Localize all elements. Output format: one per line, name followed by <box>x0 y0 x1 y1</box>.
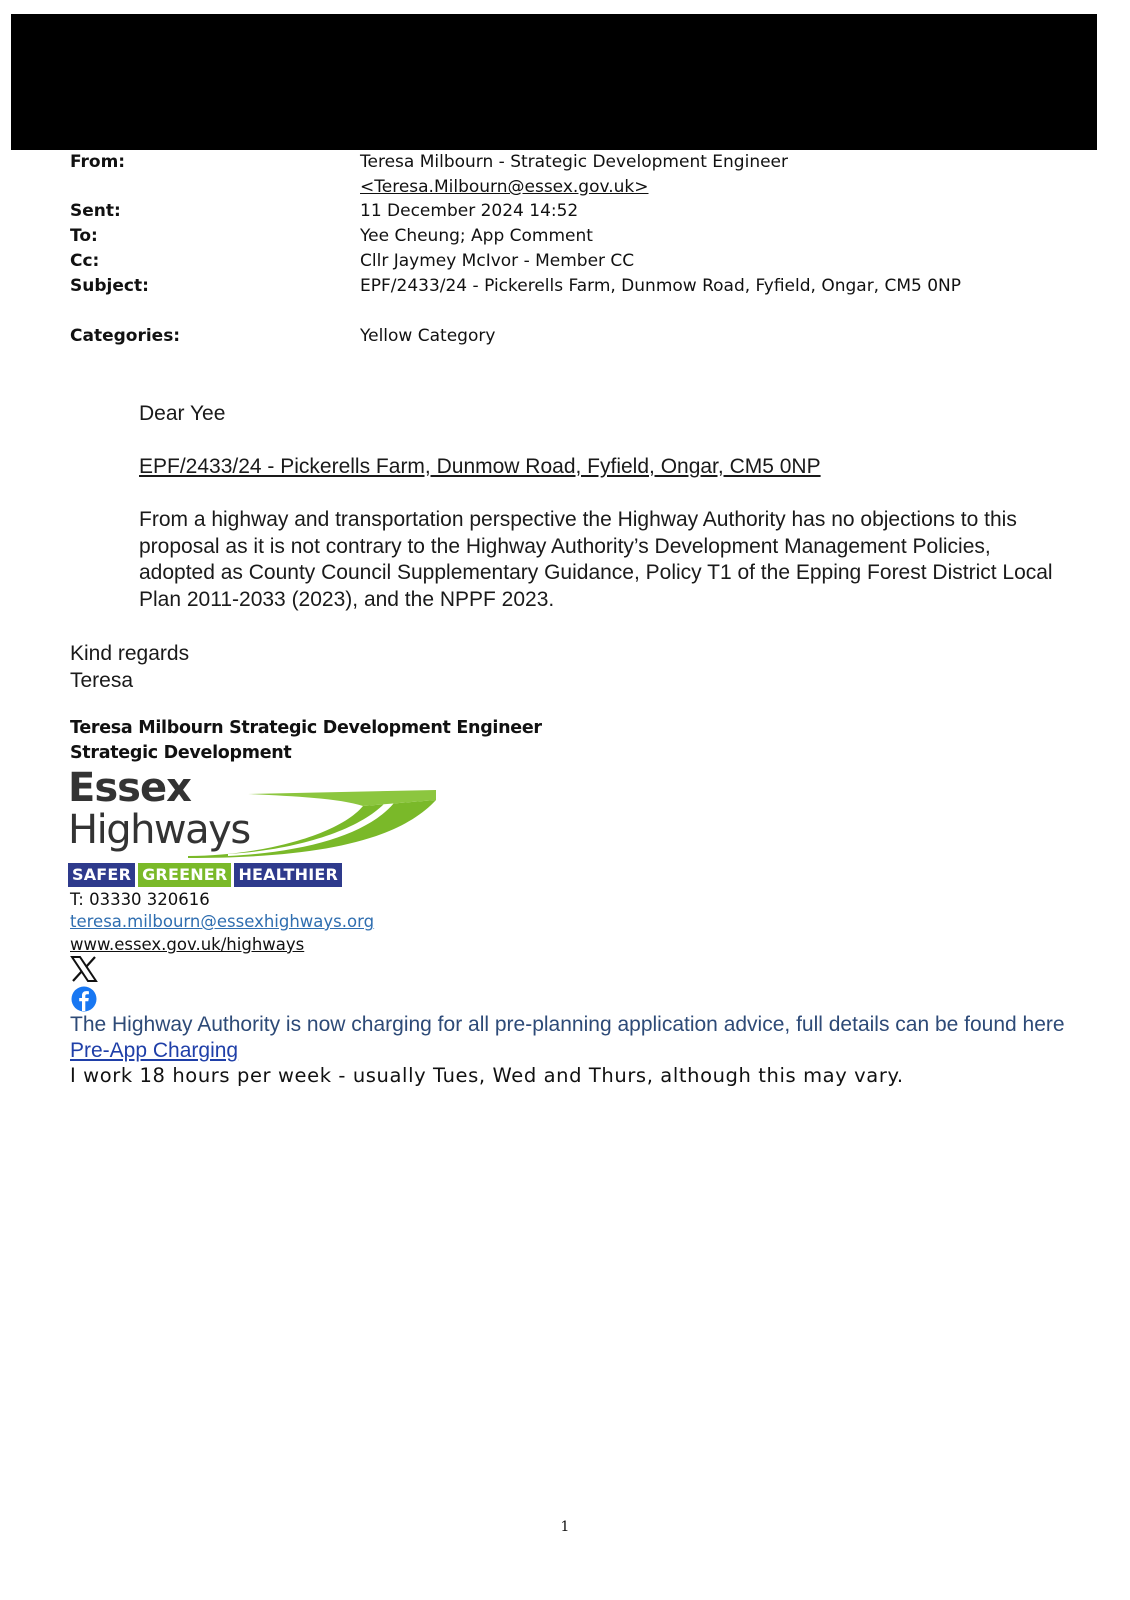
pre-app-notice <box>70 1012 1070 1064</box>
signature-name: Teresa Milbourn Strategic Development Engineer <box>70 718 542 738</box>
categories-label: Categories: <box>70 326 181 346</box>
logo-strapline <box>68 863 342 887</box>
subject-value: EPF/2433/24 - Pickerells Farm, Dunmow Road, Fyfield, Ongar, CM5 0NP <box>360 276 962 296</box>
redacted-block <box>11 14 1097 150</box>
from-name: Teresa Milbourn - Strategic Development Engineer <box>360 152 789 172</box>
strap-healthier: HEALTHIER <box>234 863 342 887</box>
reference-line: EPF/2433/24 - Pickerells Farm, Dunmow Road, Fyfield, Ongar, CM5 0NP <box>139 455 821 478</box>
logo-essex-text: Essex <box>68 765 191 811</box>
facebook-icon[interactable] <box>71 986 97 1012</box>
pre-app-charging-link[interactable]: Pre-App Charging <box>70 1039 239 1062</box>
closing <box>70 640 189 694</box>
to-label: To: <box>70 226 98 246</box>
phone-number: T: 03330 320616 <box>70 890 210 909</box>
website-link[interactable]: www.essex.gov.uk/highways <box>70 935 305 954</box>
greeting: Dear Yee <box>139 402 226 425</box>
sent-value: 11 December 2024 14:52 <box>360 201 579 221</box>
from-email-link[interactable]: <Teresa.Milbourn@essex.gov.uk> <box>360 177 649 197</box>
x-logo-icon[interactable] <box>70 955 98 983</box>
subject-label: Subject: <box>70 276 149 296</box>
closing-line: Kind regards <box>70 642 190 665</box>
cc-label: Cc: <box>70 251 100 271</box>
essex-highways-logo <box>68 765 368 888</box>
from-email[interactable] <box>360 177 649 197</box>
notice-text: The Highway Authority is now charging for all pre-planning application advice, full details can be found here <box>70 1013 1065 1036</box>
page-number: 1 <box>560 1519 570 1535</box>
closing-name: Teresa <box>70 669 134 692</box>
strap-greener: GREENER <box>138 863 231 887</box>
working-hours: I work 18 hours per week - usually Tues, Wed and Thurs, although this may vary. <box>70 1064 904 1087</box>
strap-safer: SAFER <box>68 863 135 887</box>
categories-value: Yellow Category <box>360 326 496 346</box>
signature-department: Strategic Development <box>70 743 292 763</box>
sent-label: Sent: <box>70 201 121 221</box>
cc-value: Cllr Jaymey McIvor - Member CC <box>360 251 635 271</box>
body-paragraph: From a highway and transportation perspective the Highway Authority has no objections to this proposal as it is not contrary to the Highway Authority’s Development Management Policies, adopted as County Council Supplementary Guidance, Policy T1 of the Epping Forest District Local Plan 2011-2033 (2023), and the NPPF 2023. <box>139 508 1053 611</box>
to-value: Yee Cheung; App Comment <box>360 226 593 246</box>
logo-highways-text: Highways <box>68 807 250 853</box>
signature-email-link[interactable]: teresa.milbourn@essexhighways.org <box>70 912 375 931</box>
from-label: From: <box>70 152 126 172</box>
